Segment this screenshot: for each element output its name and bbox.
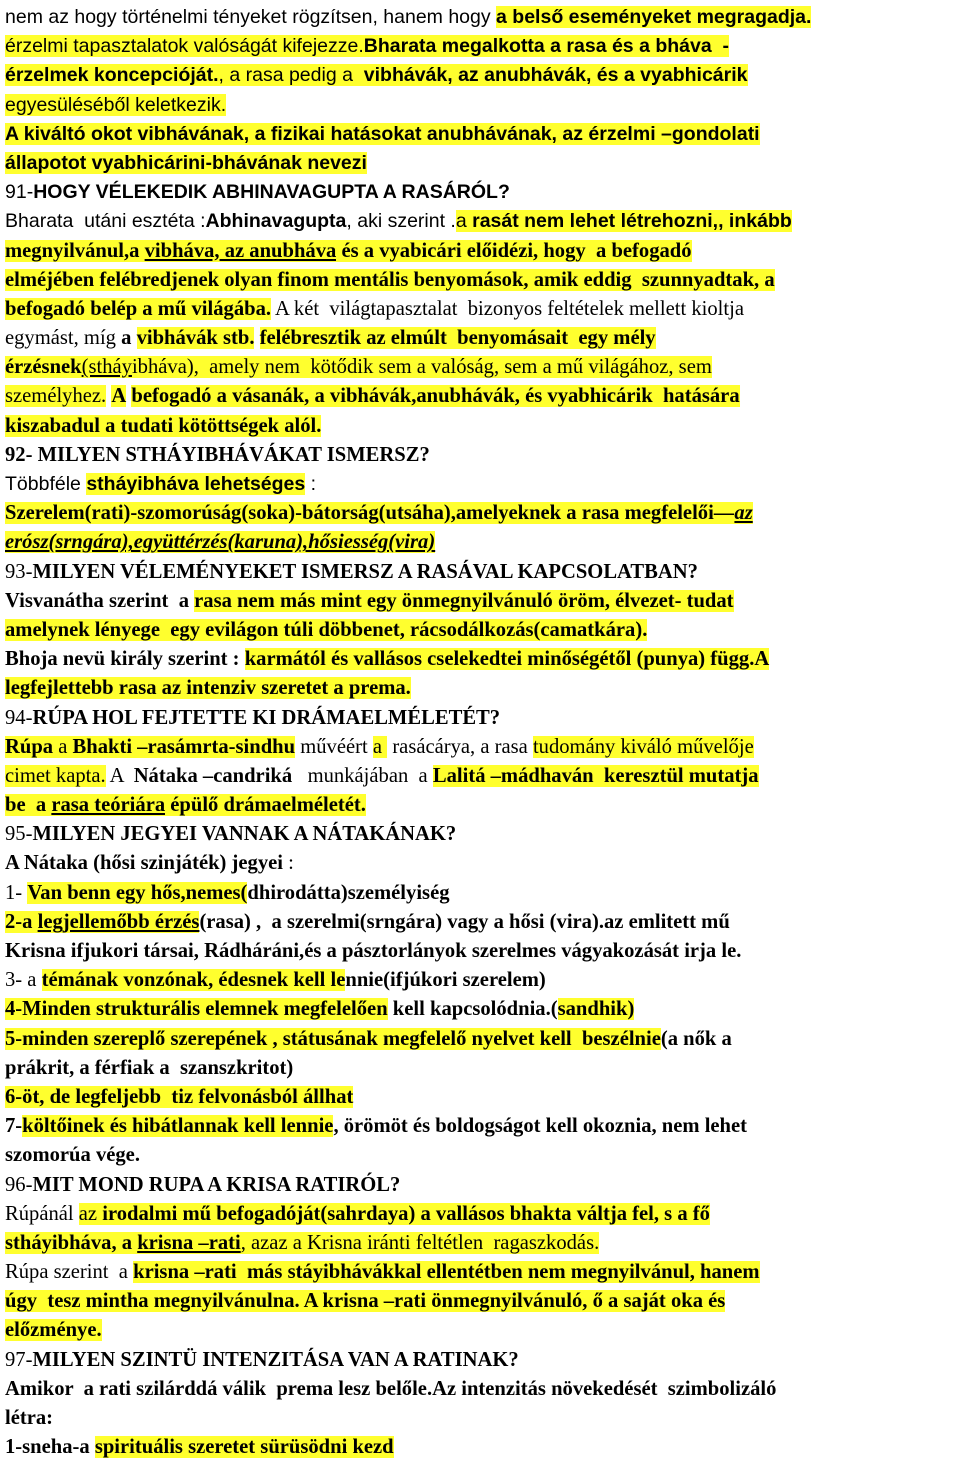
text-line [5, 61, 957, 90]
text-line [5, 91, 957, 120]
highlighted-text: az [78, 1202, 103, 1225]
text-run: MILYEN SZINTÜ INTENZITÁSA VAN A RATINAK? [32, 1348, 519, 1371]
highlighted-text: befogadó belép a mű világába. [5, 297, 272, 320]
text-run: Abhinavagupta [205, 210, 347, 233]
text-line [5, 1112, 957, 1141]
text-run: , örömöt és boldogságot kell okoznia, nem lehet [333, 1115, 748, 1138]
text-line [5, 849, 957, 878]
highlighted-text: 5- [5, 1027, 23, 1050]
text-run: A két világtapasztalat bizonyos feltételek mellett kioltja [271, 297, 744, 320]
highlighted-text: egyesüléséből keletkezik. [5, 93, 227, 116]
text-run: MILYEN VÉLEMÉNYEKET ISMERSZ A RASÁVAL KAPCSOLATBAN? [32, 560, 698, 583]
text-run: Bhoja nevü király szerint : [5, 648, 245, 671]
text-run: létra: [5, 1407, 54, 1429]
highlighted-text: úgy tesz mintha megnyilvánulna. A krisna –rati önmegnyilvánuló, ő a saját oka és [5, 1290, 726, 1313]
text-line [5, 382, 957, 411]
highlighted-text: a [53, 735, 73, 758]
highlighted-text: fizikai hatásokat anubhávának, az érzelmi –gondolati [270, 122, 760, 145]
text-run: 94- [5, 706, 33, 729]
text-run [131, 327, 136, 349]
highlighted-text: rasa nem más mint egy önmegnyilvánuló öröm, élvezet- tudat [194, 589, 734, 612]
highlighted-text: témának vonzónak, édesnek kell le [41, 969, 346, 992]
text-run: szomorúa vége. [5, 1144, 140, 1167]
text-line [5, 791, 957, 820]
highlighted-text: stháyibháva, a [5, 1231, 138, 1254]
text-line [5, 207, 957, 236]
text-run: Amikor a rati szilárddá válik prema lesz belőle.Az intenzitás növekedését szimbolizáló [5, 1377, 777, 1400]
highlighted-text: Bharata megalkotta a rasa és a bháva - [363, 35, 730, 58]
text-run: 91- [5, 181, 34, 204]
highlighted-text: be a [5, 794, 52, 817]
highlighted-text: rasa teóriára [51, 794, 166, 817]
highlighted-text: épülő drámaelméletét. [165, 794, 366, 817]
highlighted-text: 6-öt, de legfeljebb tiz felvonásból állhat [5, 1085, 354, 1108]
highlighted-text: stháyibháva lehetséges [86, 473, 306, 495]
highlighted-text: , azaz a Krisna iránti feltétlen ragaszkodás. [240, 1231, 600, 1254]
text-run: Többféle [5, 473, 87, 495]
text-run: egymást, míg [5, 327, 122, 350]
highlighted-text: érzelmi tapasztalatok valóságát kifejezze. [5, 35, 364, 58]
highlighted-text: érzésnek [5, 356, 82, 379]
text-line [5, 616, 957, 645]
highlighted-text: 4- [5, 998, 23, 1021]
text-line [5, 733, 957, 762]
text-line [5, 704, 957, 733]
highlighted-text: a [372, 735, 388, 758]
text-run: (rasa) , a szerelmi(srngára) vagy a hősi (vira).az emlitett mű [199, 910, 730, 933]
text-line [5, 879, 957, 908]
text-run: RÚPA HOL FEJTETTE KI DRÁMAELMÉLETÉT? [32, 706, 501, 729]
text-run: 92- MILYEN STHÁYIBHÁVÁKAT ISMERSZ? [5, 443, 430, 466]
highlighted-text: legjellemőbb érzés [37, 910, 200, 933]
text-run: A Nátaka (hősi szinjáték) jegyei [5, 852, 283, 875]
text-line [5, 1346, 957, 1375]
text-line [5, 499, 957, 528]
text-run: 3- a [5, 969, 42, 992]
text-line [5, 820, 957, 849]
text-line [5, 178, 957, 207]
text-line [5, 1229, 957, 1258]
highlighted-text: és a vyabicári előidézi, hogy a befogadó [336, 239, 692, 262]
text-line [5, 1025, 957, 1054]
text-line [5, 1287, 957, 1316]
text-line [5, 1054, 957, 1083]
text-run [254, 327, 259, 349]
text-line [5, 120, 957, 149]
text-run: HOGY VÉLEKEDIK ABHINAVAGUPTA A RASÁRÓL? [33, 181, 510, 204]
text-run: 1- [5, 881, 28, 904]
highlighted-text: krisna –rati [137, 1231, 241, 1254]
highlighted-text: költőinek és hibátlannak kell lennie [22, 1115, 334, 1138]
highlighted-text: minden szereplő szerepének , státusának megfelelő nyelvet kell beszélnie [22, 1027, 661, 1050]
text-line [5, 353, 957, 382]
highlighted-text: Szerelem(rati)-szomorúság(soka)-bátorság(utsáha),amelyeknek a rasa megfelelői— [5, 502, 735, 525]
text-run: 7- [5, 1115, 23, 1138]
highlighted-text: érzelmek koncepcióját. [5, 64, 219, 87]
highlighted-text: ibháva), amely nem kötődik sem a valóság, sem a mű világához, sem [131, 356, 712, 379]
highlighted-text: megnyilvánul,a [5, 239, 145, 262]
highlighted-text: befogadó a vásanák, a vibhávák,anubhávák, és vyabhicárik hatására [131, 385, 740, 408]
text-line [5, 1433, 957, 1462]
text-run: 93- [5, 560, 33, 583]
text-run: 97- [5, 1348, 33, 1371]
text-line [5, 587, 957, 616]
text-run: (a nők a [660, 1027, 732, 1050]
text-run: nem az hogy történelmi tényeket rögzítsen, hanem hogy [5, 6, 497, 28]
text-line [5, 32, 957, 61]
text-run: MIT MOND RUPA A KRISA RATIRÓL? [32, 1173, 401, 1196]
text-line [5, 3, 957, 32]
text-run: MILYEN JEGYEI VANNAK A NÁTAKÁNAK? [32, 823, 457, 846]
text-line [5, 1200, 957, 1229]
highlighted-text: , a rasa pedig a [218, 64, 364, 87]
highlighted-text: spirituális szeretet sürüsödni kezd [94, 1436, 394, 1459]
text-line [5, 908, 957, 937]
text-line [5, 1404, 957, 1433]
highlighted-text: karmától és vallásos cselekedtei minőségétől (punya) függ.A [244, 648, 770, 671]
text-line [5, 645, 957, 674]
text-line [5, 412, 957, 441]
text-line [5, 1375, 957, 1404]
text-line [5, 266, 957, 295]
highlighted-text: Van benn egy hős,nemes( [27, 881, 248, 904]
text-line [5, 295, 957, 324]
highlighted-text: amelynek lényege egy evilágon túli döbbenet, rácsodálkozás(camatkára). [5, 618, 648, 641]
text-line [5, 762, 957, 791]
text-line [5, 995, 957, 1024]
text-line [5, 937, 957, 966]
highlighted-text: (stháy [81, 356, 132, 379]
highlighted-text: vibhávák, az anubhávák, és a vyabhicárik [363, 64, 748, 87]
highlighted-text: vibháva, az anubháva [144, 239, 337, 262]
highlighted-text: Rúpa [5, 735, 54, 758]
document-page [5, 3, 957, 1462]
text-run: : [283, 852, 294, 875]
text-run: , aki szerint . [346, 210, 456, 233]
highlighted-text: tudomány kiváló művelője [532, 735, 754, 758]
highlighted-text: elméjében felébredjenek olyan finom mentális benyomások, amik eddig szunnyadtak, a [5, 268, 775, 291]
highlighted-text: kiszabadul a tudati kötöttségek alól. [5, 414, 322, 437]
highlighted-text: irodalmi mű befogadóját(sahrdaya) a vallásos bhakta váltja fel, s a fő [102, 1202, 710, 1225]
text-line [5, 528, 957, 557]
highlighted-text: A [111, 385, 127, 408]
text-run: nnie(ifjúkori szerelem) [345, 969, 546, 992]
text-run: : [305, 473, 317, 495]
highlighted-text: Minden strukturális elemnek megfelelően [22, 998, 388, 1021]
highlighted-text: legfejlettebb rasa az intenziv szeretet a prema. [5, 677, 411, 700]
text-line [5, 237, 957, 266]
text-run: művéért [295, 735, 373, 758]
highlighted-text: A kiváltó okot vibhávának, a [5, 122, 271, 145]
highlighted-text: krisna –rati más stáyibhávákkal ellentétben nem megnyilvánul, hanem [133, 1261, 760, 1284]
text-run: Visvanátha szerint a [5, 589, 195, 612]
text-line [5, 674, 957, 703]
text-line [5, 1258, 957, 1287]
highlighted-text: Bhakti –rasámrta-sindhu [72, 735, 296, 758]
highlighted-text: rasát nem lehet létrehozni,, inkább [472, 210, 792, 233]
text-line [5, 966, 957, 995]
highlighted-text: előzménye. [5, 1319, 102, 1342]
text-line [5, 324, 957, 353]
text-run: kell kapcsolódnia.( [387, 998, 558, 1021]
text-run: Rúpánál [5, 1202, 79, 1225]
text-line [5, 1171, 957, 1200]
highlighted-text: felébresztik az elmúlt benyomásait egy mély [259, 327, 656, 350]
text-line [5, 1083, 957, 1112]
highlighted-text: az [734, 502, 753, 525]
highlighted-text: a belső eseményeket megragadja. [496, 6, 812, 28]
text-run: dhirodátta)személyiség [247, 881, 450, 904]
highlighted-text: vibhávák stb. [136, 327, 255, 350]
highlighted-text: személyhez. [5, 385, 107, 408]
highlighted-text: a [455, 210, 473, 233]
highlighted-text: erósz(srngára),együttérzés(karuna),hősiesség(vira) [5, 531, 436, 554]
text-run: Bharata utáni esztéta : [5, 210, 206, 233]
text-run: munkájában a [292, 764, 433, 787]
highlighted-text: 2-a [5, 910, 38, 933]
text-run: 95- [5, 823, 33, 846]
text-line [5, 558, 957, 587]
text-line [5, 1141, 957, 1170]
highlighted-text: cimet kapta. [5, 764, 106, 787]
text-run: 1-sneha-a [5, 1436, 95, 1459]
text-line [5, 470, 957, 499]
text-run: Rúpa szerint a [5, 1261, 134, 1284]
highlighted-text: Lalitá –mádhaván keresztül mutatja [432, 764, 759, 787]
text-run: a [121, 327, 132, 350]
text-line [5, 441, 957, 470]
text-run: Krisna ifjukori társai, Rádháráni,és a pásztorlányok szerelmes vágyakozását irja le. [5, 940, 742, 962]
text-line [5, 149, 957, 178]
highlighted-text: sandhik) [557, 998, 635, 1021]
text-run: 96- [5, 1173, 33, 1196]
text-run: Nátaka –candriká [133, 764, 293, 787]
highlighted-text: állapotot vyabhicárini-bhávának nevezi [5, 151, 367, 174]
text-line [5, 1316, 957, 1345]
text-run: prákrit, a férfiak a szanszkritot) [5, 1056, 294, 1079]
text-run: A [105, 764, 134, 787]
text-run: rasácárya, a rasa [387, 735, 533, 758]
